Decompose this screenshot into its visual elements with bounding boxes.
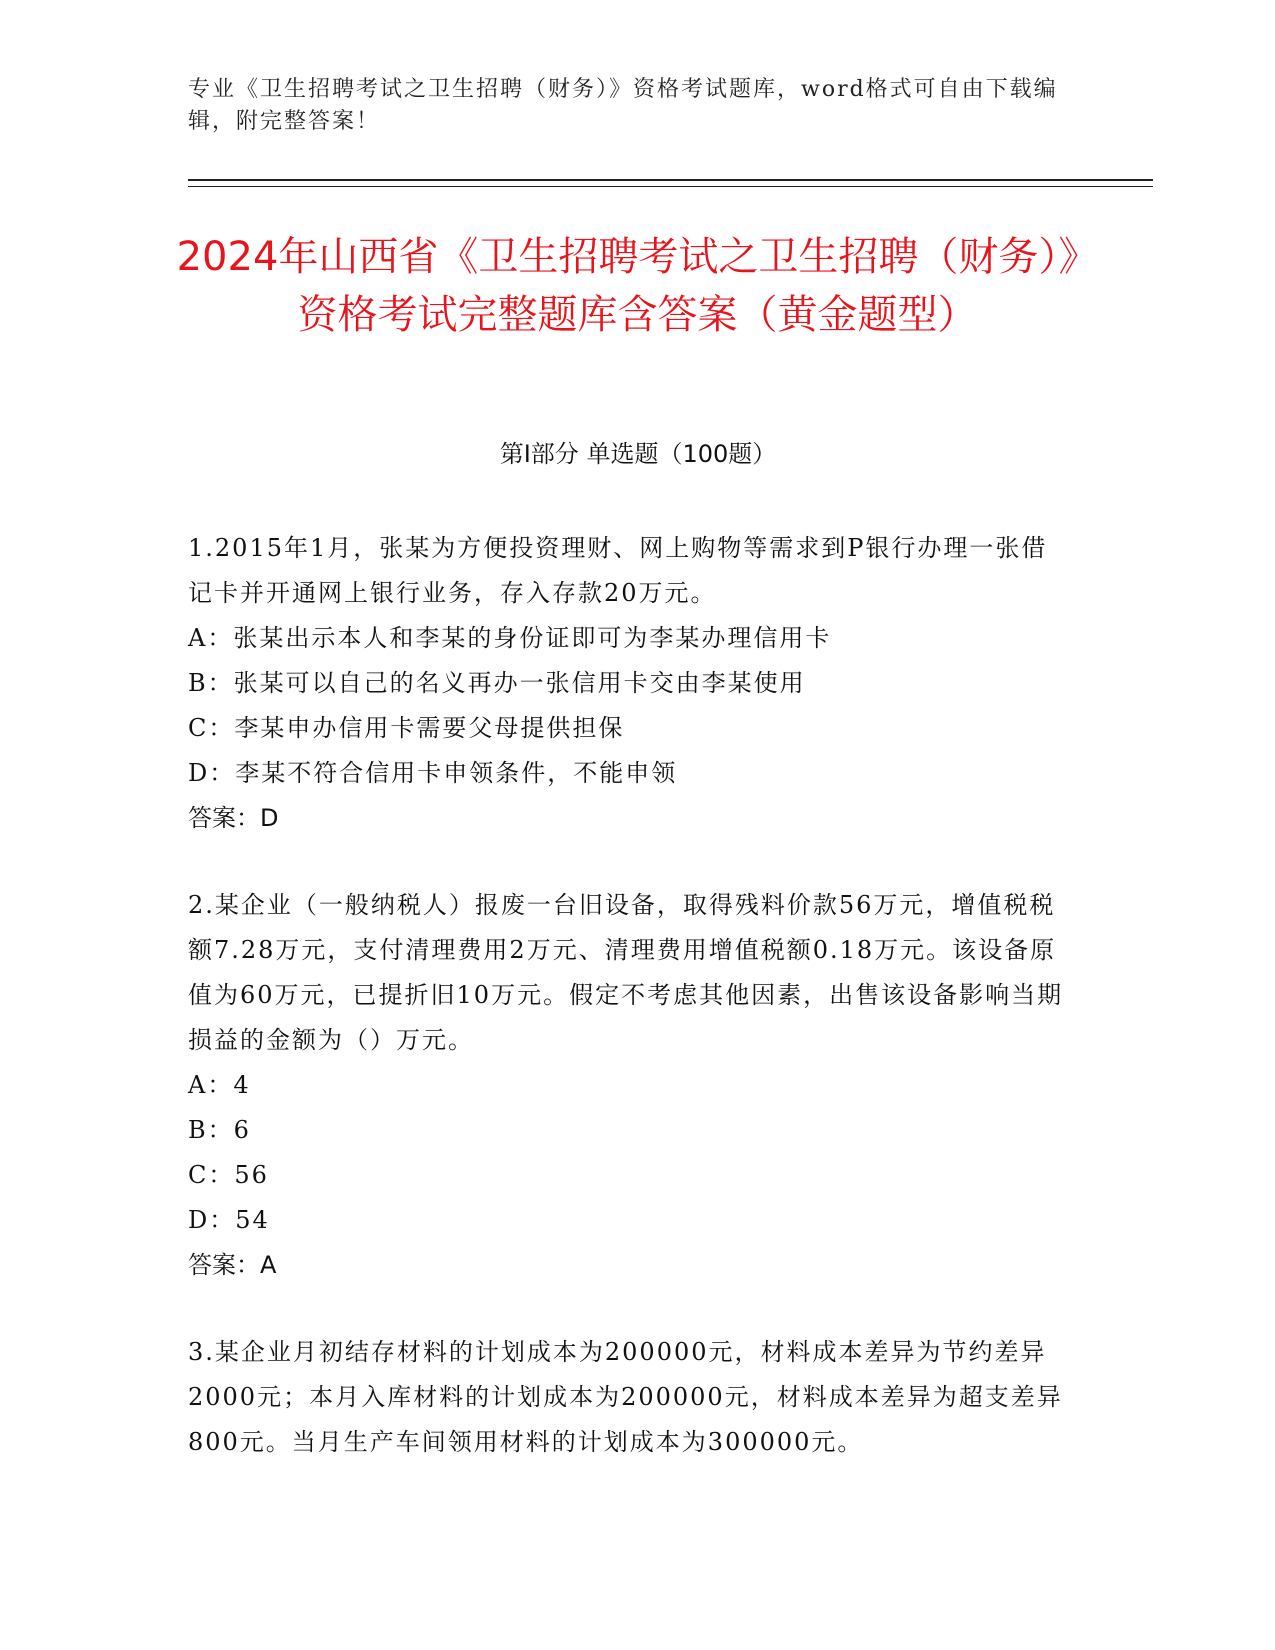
option-d: D：李某不符合信用卡申领条件，不能申领 <box>188 759 678 787</box>
option-d: D：54 <box>188 1206 270 1234</box>
answer-label: 答案：D <box>188 804 279 832</box>
question-stem: 2.某企业（一般纳税人）报废一台旧设备，取得残料价款56万元，增值税税额7.28万元，支付清理费用2万元、清理费用增值税额0.18万元。该设备原值为60万元，已提折旧10万元。假定不考虑其他因素，出售该设备影响当期损益的金额为（）万元。 <box>188 891 1064 1054</box>
option-b: B：张某可以自己的名义再办一张信用卡交由李某使用 <box>188 669 806 697</box>
option-a: A：张某出示本人和李某的身份证即可为李某办理信用卡 <box>188 624 832 652</box>
question-item <box>188 526 1068 841</box>
question-stem: 3.某企业月初结存材料的计划成本为200000元，材料成本差异为节约差异2000元；本月入库材料的计划成本为200000元，材料成本差异为超支差异800元。当月生产车间领用材料的计划成本为300000元。 <box>188 1338 1063 1456</box>
header-divider-thin <box>188 186 1153 187</box>
question-list <box>188 526 1068 1507</box>
option-b: B：6 <box>188 1116 251 1144</box>
section-heading: 第Ⅰ部分 单选题（100题） <box>499 440 777 468</box>
question-item <box>188 883 1068 1288</box>
answer-label: 答案：A <box>188 1251 277 1279</box>
question-stem: 1.2015年1月，张某为方便投资理财、网上购物等需求到P银行办理一张借记卡并开通网上银行业务，存入存款20万元。 <box>188 534 1048 607</box>
document-header-note: 专业《卫生招聘考试之卫生招聘（财务）》资格考试题库，word格式可自由下载编辑，附完整答案！ <box>188 77 1058 134</box>
option-c: C：56 <box>188 1161 269 1189</box>
question-item <box>188 1330 1068 1465</box>
option-a: A：4 <box>188 1071 251 1099</box>
header-divider-thick <box>188 179 1153 181</box>
document-title: 2024年山西省《卫生招聘考试之卫生招聘（财务）》资格考试完整题库含答案（黄金题型） <box>176 234 1099 338</box>
option-c: C：李某申办信用卡需要父母提供担保 <box>188 714 625 742</box>
